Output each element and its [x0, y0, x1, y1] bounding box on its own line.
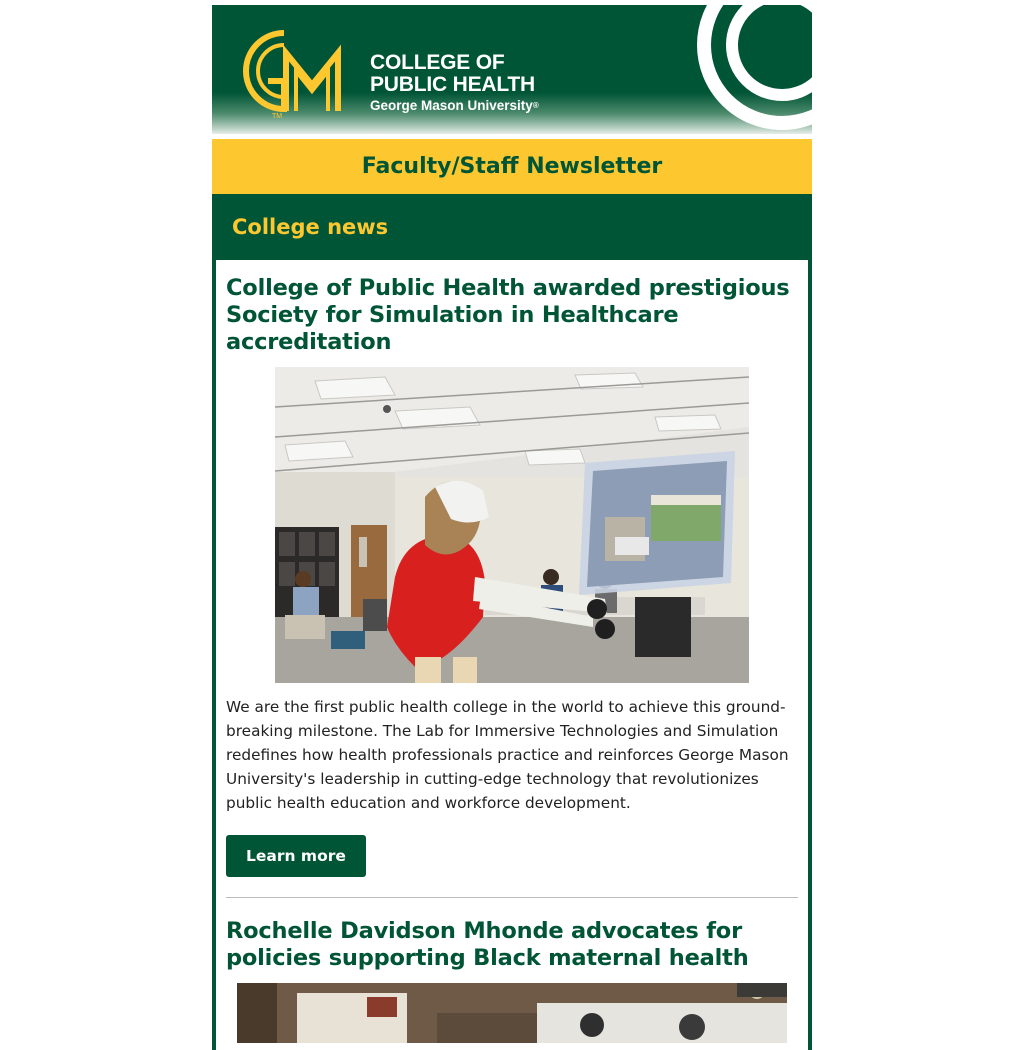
university-name: George Mason University® — [370, 98, 539, 113]
vr-simulation-photo-icon[interactable] — [275, 367, 749, 683]
article-list — [212, 260, 812, 1050]
college-line2: PUBLIC HEALTH — [370, 73, 536, 96]
college-wordmark — [370, 52, 539, 115]
hearing-room-photo-icon[interactable] — [237, 983, 787, 1043]
learn-more-button[interactable]: Learn more — [226, 835, 366, 877]
college-line1: COLLEGE OF — [370, 51, 505, 74]
gm-logo-icon — [240, 23, 358, 119]
article-body: We are the first public health college in the world to achieve this ground-breaking milestone. The Lab for Immersive Technologies and Simulation redefines how health professionals practice and reinforces George Mason University's leadership in cutting-edge technology that revolutionizes public health education and workforce development. — [226, 698, 789, 812]
decorative-rings-icon — [682, 5, 812, 134]
article-headline[interactable]: Rochelle Davidson Mhonde advocates for policies supporting Black maternal health — [226, 918, 749, 971]
article-headline[interactable]: College of Public Health awarded prestigious Society for Simulation in Healthcare accreditation — [226, 275, 790, 355]
newsletter-title: Faculty/Staff Newsletter — [212, 139, 812, 194]
section-title: College news — [212, 194, 812, 260]
newsletter-email — [212, 5, 812, 1050]
trademark-text: TM — [272, 113, 283, 119]
header-banner — [212, 5, 812, 134]
